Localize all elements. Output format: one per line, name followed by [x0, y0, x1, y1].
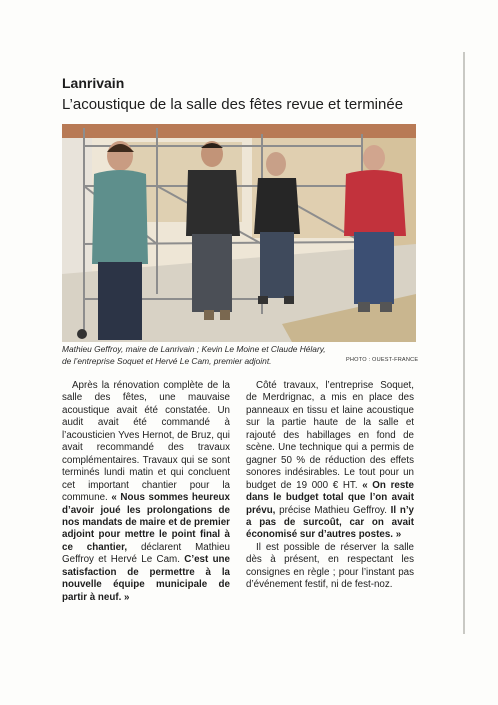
left-p1-text-b: déclarent Mathieu Geffroy et Hervé Le Cam.	[62, 541, 230, 566]
right-p1-text-b: précise Mathieu Geffroy.	[275, 504, 391, 516]
left-p1-text-a: Après la rénovation complète de la salle des fêtes, une mauvaise acoustique avait été constatée. Un audit avait été commandé à l’acousticien Yves Hernot, de Bruz, qui avait recommandé des travaux complémentaires. Travaux qui se sont terminés lundi matin et qui concluent cet important chantier pour la commune.	[62, 380, 230, 504]
right-paragraph-1	[246, 380, 414, 542]
right-p1-quote-a: « On reste dans le budget total que l’on avait prévu,	[246, 479, 414, 516]
caption-line-2: de l’entreprise Soquet et Hervé Le Cam, premier adjoint.	[62, 356, 272, 366]
article-location-kicker: Lanrivain	[62, 75, 125, 91]
article-column-left	[62, 380, 230, 604]
left-paragraph-1	[62, 380, 230, 604]
right-paragraph-2: Il est possible de réserver la salle dès à présent, en respectant les consignes en règle ; pour l’instant pas d’événement festif, ni de fest-noz.	[246, 541, 414, 591]
photo-illustration	[62, 124, 416, 342]
caption-line-1: Mathieu Geffroy, maire de Lanrivain ; Kevin Le Moine et Claude Hélary,	[62, 344, 326, 354]
left-p1-quote-a: « Nous sommes heureux d’avoir joué les prolongations de nos mandats de maire et de premier adjoint pour mettre le point final à ce chantier,	[62, 492, 230, 553]
article-column-right	[246, 380, 414, 592]
page-edge-line	[463, 52, 465, 634]
right-p1-quote-b: Il n’y a pas de surcoût, car on avait économisé sur d’autres postes. »	[246, 504, 414, 541]
article-headline: L’acoustique de la salle des fêtes revue et terminée	[62, 96, 404, 113]
photo-credit: PHOTO : OUEST-FRANCE	[346, 357, 419, 363]
article-photo	[62, 124, 416, 342]
photo-caption	[62, 343, 422, 367]
right-p1-text-a: Côté travaux, l’entreprise Soquet, de Merdrignac, a mis en place des panneaux en tissu et laine acoustique sur la partie haute de la salle et rajouté des habillages en fond de scène. Une technique qui a permis de gagner 50 % de réduction des effets sonores indésirables. Le tout pour un budget de 19 000 € HT.	[246, 380, 414, 491]
left-p1-quote-b: C’est une satisfaction de permettre à la nouvelle équipe municipale de partir à neuf. »	[62, 554, 230, 603]
